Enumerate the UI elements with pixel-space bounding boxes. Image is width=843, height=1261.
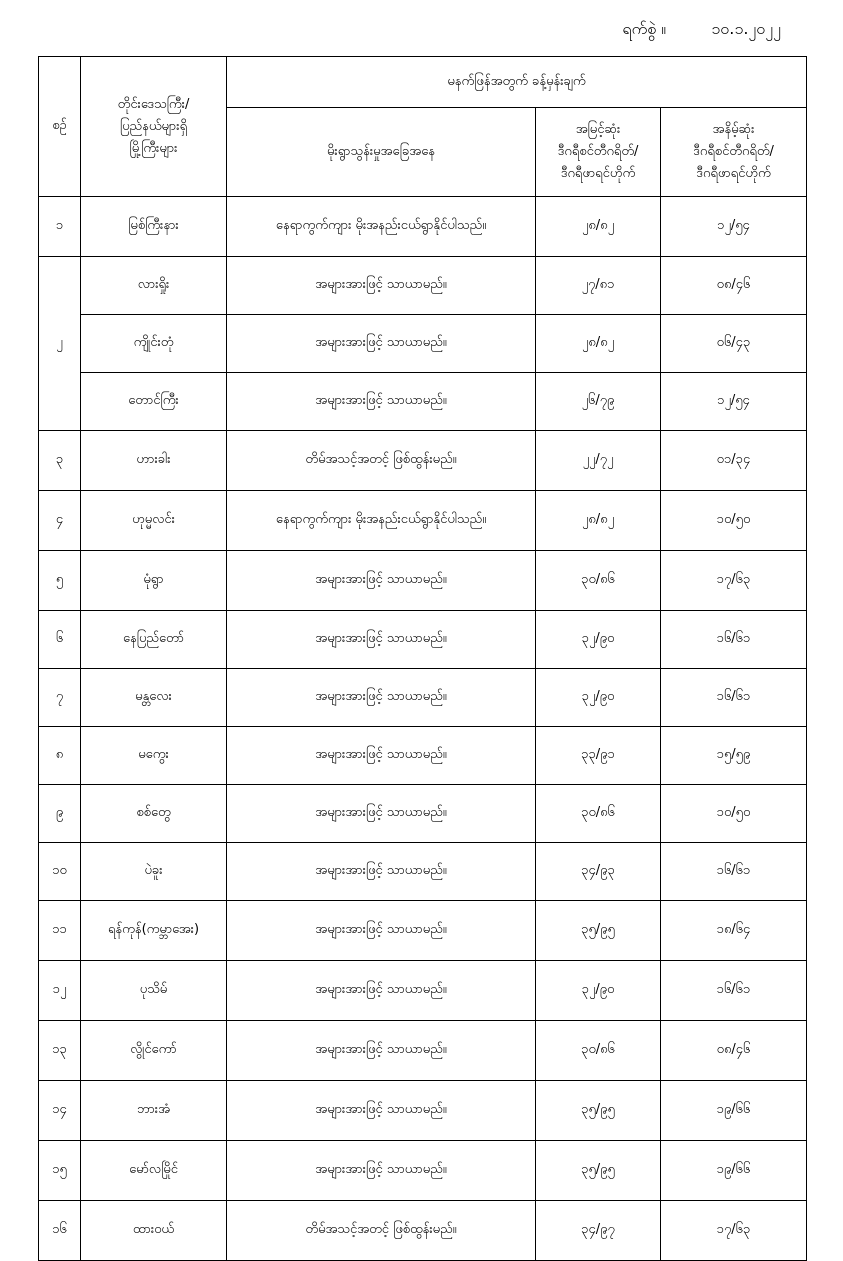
rain-condition: အများအားဖြင့် သာယာမည်။ [227,1021,536,1081]
rain-condition: အများအားဖြင့် သာယာမည်။ [227,315,536,373]
rain-condition: အများအားဖြင့် သာယာမည်။ [227,1141,536,1201]
serial-number: ၇ [39,669,81,727]
rain-condition: အများအားဖြင့် သာယာမည်။ [227,257,536,315]
city-name: ရန်ကုန်(ကမ္ဘာအေး) [81,901,227,961]
serial-number: ၃ [39,431,81,491]
serial-number: ၁၄ [39,1081,81,1141]
min-temperature: ၁၀/၅၀ [661,785,807,843]
min-temperature: ၁၆/၆၁ [661,961,807,1021]
city-name: ဟားခါး [81,431,227,491]
max-temperature: ၃၂/၉၀ [536,611,661,669]
city-name: မုံရွာ [81,551,227,611]
serial-number: ၁၅ [39,1141,81,1201]
city-name: လားရှိုး [81,257,227,315]
city-name: စစ်တွေ [81,785,227,843]
min-temperature: ၁၅/၅၉ [661,727,807,785]
table-row [39,961,807,1021]
max-temperature: ၂၆/၇၉ [536,373,661,431]
max-temperature: ၃၂/၉၀ [536,669,661,727]
table-row [39,257,807,315]
min-temperature: ၁၀/၅၀ [661,491,807,551]
max-temperature: ၂၂/၇၂ [536,431,661,491]
table-row [39,551,807,611]
max-temperature: ၃၅/၉၅ [536,1141,661,1201]
serial-number: ၉ [39,785,81,843]
table-row [39,1021,807,1081]
max-temperature: ၃၄/၉၃ [536,843,661,901]
serial-number: ၄ [39,491,81,551]
header-rain-condition: မိုးရွာသွန်းမှုအခြေအနေ [227,108,536,197]
min-temperature: ၁၆/၆၁ [661,669,807,727]
rain-condition: အများအားဖြင့် သာယာမည်။ [227,961,536,1021]
serial-number: ၁၁ [39,901,81,961]
header-city: တိုင်းဒေသကြီး/ ပြည်နယ်များရှိ မြို့ကြီးများ [81,57,227,197]
rain-condition: နေရာကွက်ကျား မိုးအနည်းငယ်ရွာနိုင်ပါသည်။ [227,197,536,257]
max-temperature: ၃၃/၉၁ [536,727,661,785]
table-row [39,843,807,901]
city-name: မန္တလေး [81,669,227,727]
table-row [39,901,807,961]
max-temperature: ၂၈/၈၂ [536,197,661,257]
min-temperature: ၀၈/၄၆ [661,1021,807,1081]
max-temperature: ၃၀/၈၆ [536,785,661,843]
date-label: ရက်စွဲ ။ [622,19,667,38]
city-name: ပဲခူး [81,843,227,901]
min-temperature: ၁၆/၆၁ [661,843,807,901]
max-temperature: ၂၇/၈၁ [536,257,661,315]
serial-number: ၂ [39,257,81,431]
city-name: ဘားအံ [81,1081,227,1141]
header-serial-number: စဉ် [39,57,81,197]
min-temperature: ၁၂/၅၄ [661,197,807,257]
rain-condition: တိမ်အသင့်အတင့် ဖြစ်ထွန်းမည်။ [227,1201,536,1261]
city-name: ပုသိမ် [81,961,227,1021]
table-row [39,669,807,727]
min-temperature: ၁၈/၆၄ [661,901,807,961]
rain-condition: နေရာကွက်ကျား မိုးအနည်းငယ်ရွာနိုင်ပါသည်။ [227,491,536,551]
table-row [39,611,807,669]
min-temperature: ၀၆/၄၃ [661,315,807,373]
max-temperature: ၃၀/၈၆ [536,551,661,611]
city-name: ထားဝယ် [81,1201,227,1261]
table-row [39,373,807,431]
rain-condition: အများအားဖြင့် သာယာမည်။ [227,551,536,611]
rain-condition: အများအားဖြင့် သာယာမည်။ [227,611,536,669]
table-row [39,431,807,491]
table-row [39,727,807,785]
min-temperature: ၁၇/၆၃ [661,1201,807,1261]
min-temperature: ၀၁/၃၄ [661,431,807,491]
city-name: မော်လမြိုင် [81,1141,227,1201]
rain-condition: တိမ်အသင့်အတင့် ဖြစ်ထွန်းမည်။ [227,431,536,491]
max-temperature: ၃၀/၈၆ [536,1021,661,1081]
table-row [39,1081,807,1141]
max-temperature: ၂၈/၈၂ [536,491,661,551]
min-temperature: ၁၆/၆၁ [661,611,807,669]
max-temperature: ၃၅/၉၅ [536,1081,661,1141]
rain-condition: အများအားဖြင့် သာယာမည်။ [227,901,536,961]
date-value: ၁၀.၁.၂၀၂၂ [711,19,781,38]
table-row [39,785,807,843]
weather-forecast-table [38,56,807,1261]
max-temperature: ၃၂/၉၀ [536,961,661,1021]
city-name: မြစ်ကြီးနား [81,197,227,257]
min-temperature: ၁၂/၅၄ [661,373,807,431]
city-name: ဟုမ္မလင်း [81,491,227,551]
table-row [39,1141,807,1201]
header-forecast: မနက်ဖြန်အတွက် ခန့်မှန်းချက် [227,57,807,108]
rain-condition: အများအားဖြင့် သာယာမည်။ [227,669,536,727]
min-temperature: ၁၇/၆၃ [661,551,807,611]
max-temperature: ၃၅/၉၅ [536,901,661,961]
rain-condition: အများအားဖြင့် သာယာမည်။ [227,843,536,901]
table-row [39,1201,807,1261]
min-temperature: ၁၉/၆၆ [661,1081,807,1141]
min-temperature: ၀၈/၄၆ [661,257,807,315]
serial-number: ၁၀ [39,843,81,901]
header-max-temperature: အမြင့်ဆုံး ဒီဂရီစင်တီဂရိတ်/ ဒီဂရီဖာရင်ဟိုက် [536,108,661,197]
serial-number: ၆ [39,611,81,669]
min-temperature: ၁၉/၆၆ [661,1141,807,1201]
serial-number: ၁ [39,197,81,257]
max-temperature: ၃၄/၉၇ [536,1201,661,1261]
city-name: တောင်ကြီး [81,373,227,431]
rain-condition: အများအားဖြင့် သာယာမည်။ [227,1081,536,1141]
city-name: မကွေး [81,727,227,785]
rain-condition: အများအားဖြင့် သာယာမည်။ [227,785,536,843]
rain-condition: အများအားဖြင့် သာယာမည်။ [227,373,536,431]
rain-condition: အများအားဖြင့် သာယာမည်။ [227,727,536,785]
serial-number: ၁၃ [39,1021,81,1081]
city-name: နေပြည်တော် [81,611,227,669]
serial-number: ၈ [39,727,81,785]
city-name: ကျိုင်းတုံ [81,315,227,373]
serial-number: ၅ [39,551,81,611]
table-row [39,315,807,373]
serial-number: ၁၆ [39,1201,81,1261]
serial-number: ၁၂ [39,961,81,1021]
table-row [39,491,807,551]
table-row [39,197,807,257]
document-date [622,18,781,42]
max-temperature: ၂၈/၈၂ [536,315,661,373]
header-min-temperature: အနိမ့်ဆုံး ဒီဂရီစင်တီဂရိတ်/ ဒီဂရီဖာရင်ဟိုက် [661,108,807,197]
city-name: လွိုင်ကော် [81,1021,227,1081]
